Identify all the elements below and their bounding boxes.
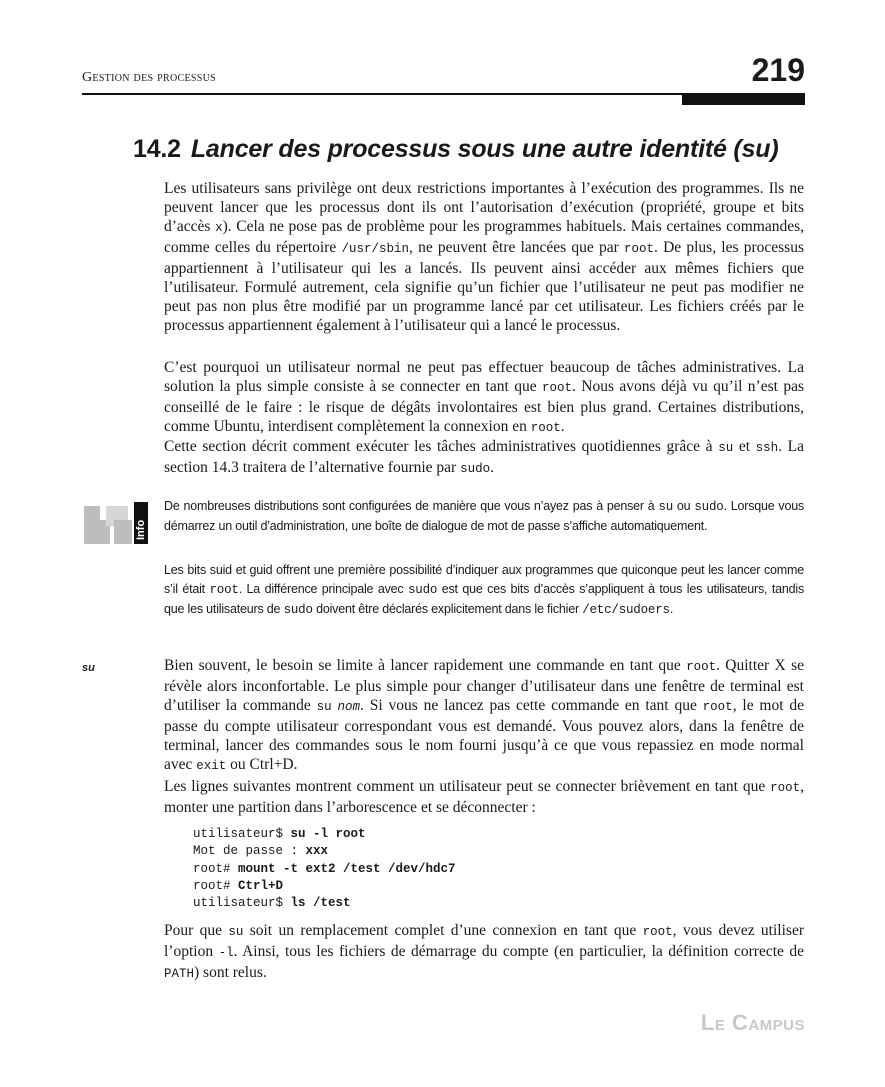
paragraph-1: Les utilisateurs sans privilège ont deux restrictions importantes à l’exécution des programmes. Ils ne peuvent lancer que les processus dont ils ont l’autorisation d’exécution (propriété, groupe et bits d’accès x). Cela ne pose pas de problème pour les programmes habituels. Mais certaines commandes, comme celles du répertoire /usr/sbin, ne peuvent être lancées que par root. De plus, les processus appartiennent à l’utilisateur qui les a lancés. Ils peuvent ainsi accéder aux mêmes fichiers que l’utilisateur. Formulé autrement, cela signifie qu’un fichier que l’utilisateur ne peut pas modifier ne peut pas non plus être modifié par un programme lancé par cet utilisateur. Les fichiers créés par le processus appartiennent également à l’utilisateur qui a lancé le processus. bbox=[164, 180, 804, 334]
section-title: 14.2 Lancer des processus sous une autre identité (su) bbox=[133, 135, 779, 163]
section-number: 14.2 bbox=[133, 135, 181, 163]
info-paragraph-2: Les bits suid et guid offrent une première possibilité d’indiquer aux programmes que quiconque peut les lancer comme s’il était root. La différence principale avec sudo est que ces bits d’accès s’appliquent à tous les utilisateurs, tandis que les utilisateurs de sudo doivent être déclarés explicitement dans le fichier /etc/sudoers. bbox=[164, 563, 805, 617]
code-line: root# Ctrl+D bbox=[193, 878, 284, 893]
info-icon bbox=[84, 502, 148, 544]
margin-label: su bbox=[82, 662, 95, 674]
paragraph-4: Bien souvent, le besoin se limite à lancer rapidement une commande en tant que root. Quitter X se révèle alors inconfortable. Le plus simple pour changer d’utilisateur dans une fenêtre de terminal est d’utiliser la commande su nom. Si vous ne lancez pas cette commande en tant que root, le mot de passe du compte utilisateur correspondant vous est demandé. Vous pouvez alors, dans la fenêtre de terminal, lancer des commandes sous le nom fourni jusqu’à ce que vous repassiez en mode normal avec exit ou Ctrl+D. bbox=[164, 657, 805, 773]
code-line: utilisateur$ su -l root bbox=[193, 827, 366, 841]
code-line: utilisateur$ ls /test bbox=[193, 896, 351, 911]
code-line: root# mount -t ext2 /test /dev/hdc7 bbox=[193, 861, 456, 876]
page-number: 219 bbox=[751, 52, 805, 88]
paragraph-3: Cette section décrit comment exécuter les tâches administratives quotidiennes grâce à su et ssh. La section 14.3 traitera de l’alternative fournie par sudo. bbox=[164, 438, 804, 476]
running-header-title: Gestion des processus bbox=[82, 70, 216, 85]
paragraph-5: Les lignes suivantes montrent comment un utilisateur peut se connecter brièvement en tant que root, monter une partition dans l’arborescence et se déconnecter : bbox=[164, 778, 804, 816]
header-tab bbox=[682, 95, 805, 105]
code-line: Mot de passe : xxx bbox=[193, 844, 329, 859]
info-paragraph-1: De nombreuses distributions sont configurées de manière que vous n’ayez pas à penser à su ou sudo. Lorsque vous démarrez un outil d’administration, une boîte de dialogue de mot de passe s’affiche automatiquement. bbox=[164, 499, 805, 533]
info-icon-label: Info bbox=[135, 519, 147, 540]
publisher-logo: Le Campus bbox=[700, 1010, 805, 1035]
paragraph-6: Pour que su soit un remplacement complet d’une connexion en tant que root, vous devez utiliser l’option -l. Ainsi, tous les fichiers de démarrage du compte (en particulier, la définition correcte de PATH) sont relus. bbox=[164, 922, 804, 981]
paragraph-2: C’est pourquoi un utilisateur normal ne peut pas effectuer beaucoup de tâches administratives. La solution la plus simple consiste à se connecter en tant que root. Nous avons déjà vu qu’il n’est pas conseillé de le faire : le risque de dégâts involontaires est bien plus grand. Certaines distributions, comme Ubuntu, interdisent complètement la connexion en root. bbox=[164, 359, 804, 435]
code-block bbox=[193, 826, 456, 912]
